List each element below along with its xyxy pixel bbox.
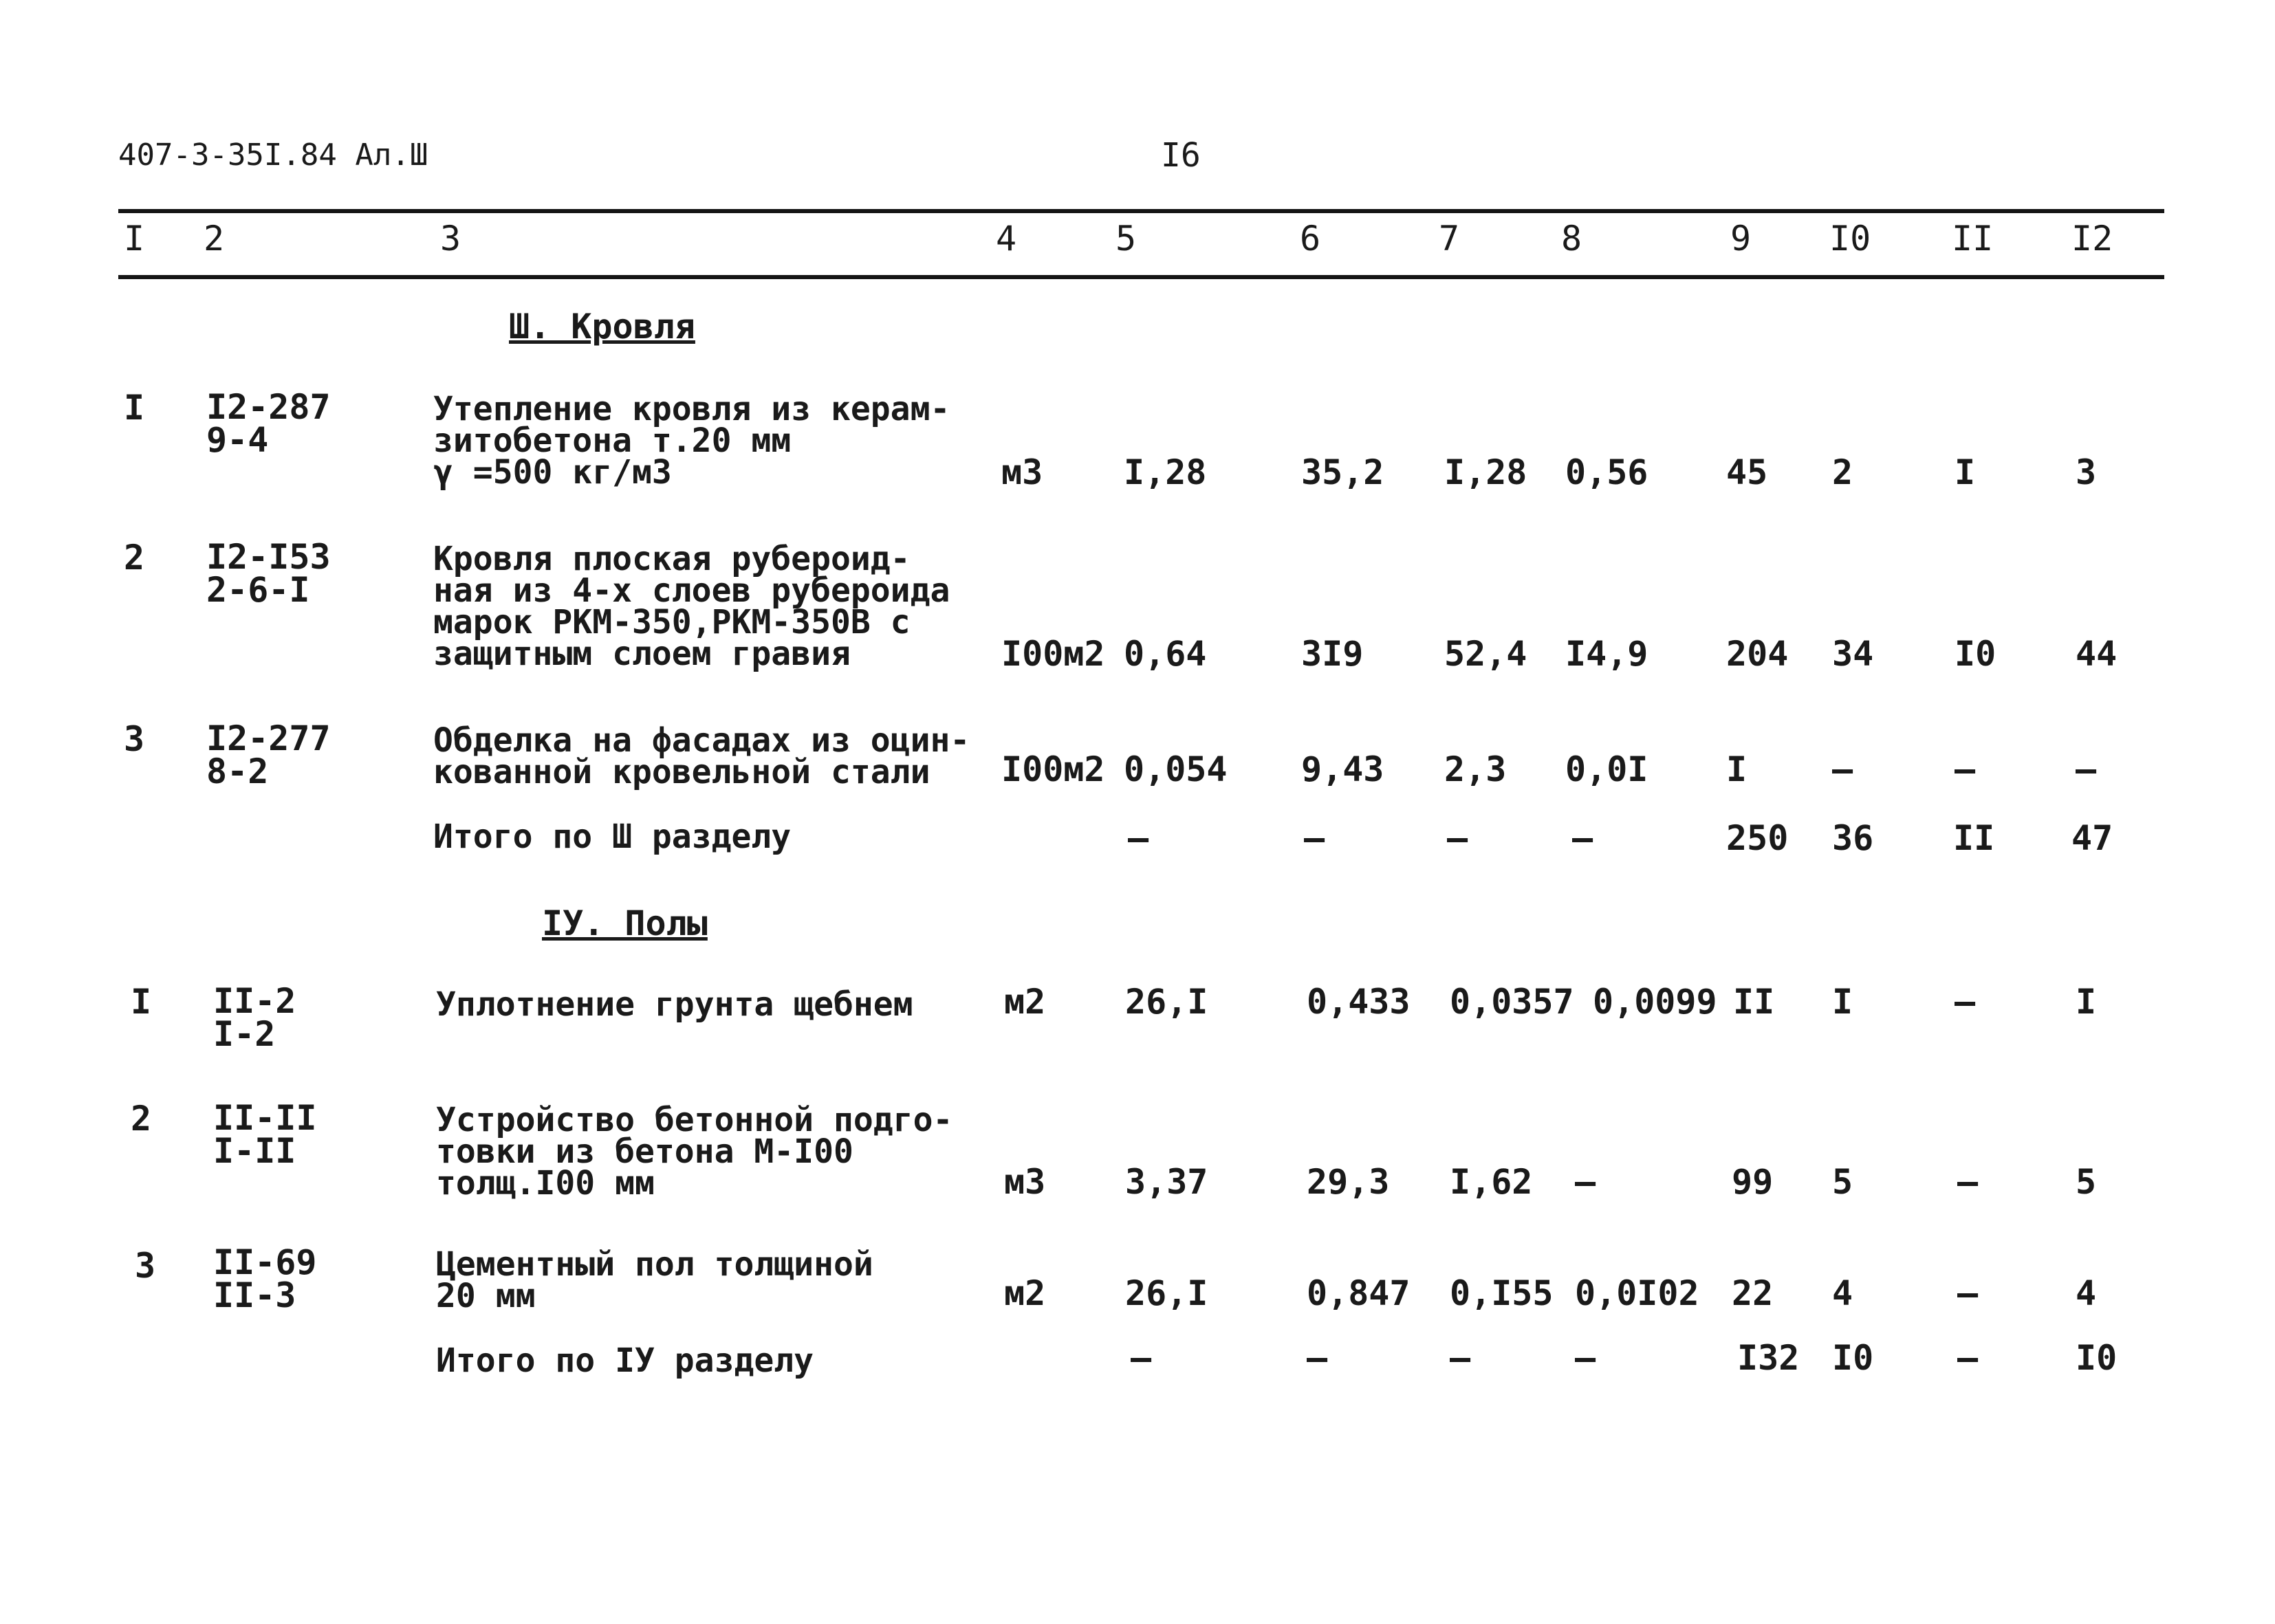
column-number-3: 3	[440, 219, 461, 259]
cell-col5: 26,I	[1125, 1273, 1208, 1313]
row-code: II-2 I-2	[213, 981, 296, 1054]
cell-unit: I00м2	[1001, 634, 1105, 674]
row-code: I2-277 8-2	[206, 718, 331, 791]
row-description: Устройство бетонной подго- товки из бетона М-I00 толщ.I00 мм	[436, 1101, 953, 1203]
column-number-2: 2	[204, 219, 225, 259]
row-number: 2	[124, 538, 145, 578]
cell-col12: I	[2076, 982, 2097, 1022]
cell-col8: 0,0I	[1565, 749, 1648, 789]
cell-col5: –	[1131, 1338, 1152, 1378]
cell-col7: I,28	[1444, 452, 1527, 492]
cell-col12: 47	[2071, 818, 2113, 858]
row-number: 3	[124, 719, 145, 759]
total-label: Итого по IУ разделу	[436, 1341, 814, 1380]
cell-col9: 22	[1732, 1273, 1774, 1313]
cell-col8: –	[1572, 818, 1593, 858]
cell-col9: I32	[1737, 1338, 1800, 1378]
cell-col9: 99	[1732, 1162, 1774, 1202]
row-code: I2-I53 2-6-I	[206, 537, 331, 610]
row-code: I2-287 9-4	[206, 387, 331, 460]
cell-col10: I	[1832, 982, 1853, 1022]
row-description: Утепление кровля из керам- зитобетона т.20 мм γ =500 кг/м3	[433, 390, 950, 492]
row-number: 3	[135, 1246, 156, 1286]
section-title: Ш. Кровля	[509, 307, 695, 347]
column-number-7: 7	[1439, 219, 1460, 259]
row-description: Кровля плоская рубероид- ная из 4-х слоев рубероида марок РКМ-350,РКМ-350В с защитным слоем гравия	[433, 540, 950, 673]
cell-col10: 34	[1832, 634, 1874, 674]
cell-col7: 2,3	[1444, 749, 1507, 789]
cell-unit: м3	[1001, 452, 1043, 492]
cell-col5: 0,64	[1124, 634, 1207, 674]
cell-col9: 250	[1726, 818, 1789, 858]
column-number-5: 5	[1115, 219, 1137, 259]
row-description: Уплотнение грунта щебнем	[436, 985, 913, 1024]
row-code: II-II I-II	[213, 1098, 317, 1171]
cell-col10: –	[1832, 749, 1853, 789]
cell-col11: I	[1955, 452, 1976, 492]
column-number-10: I0	[1829, 219, 1871, 259]
cell-col8: I4,9	[1565, 634, 1648, 674]
cell-col6: 29,3	[1307, 1162, 1390, 1202]
cell-col9: 204	[1726, 634, 1789, 674]
cell-col10: I0	[1832, 1338, 1874, 1378]
cell-col6: –	[1304, 818, 1325, 858]
cell-col12: I0	[2076, 1338, 2118, 1378]
cell-col5: 26,I	[1125, 982, 1208, 1022]
cell-col12: 3	[2076, 452, 2097, 492]
cell-col8: –	[1575, 1162, 1596, 1202]
table-top-rule	[118, 209, 2164, 213]
cell-col11: –	[1955, 982, 1976, 1022]
column-number-12: I2	[2071, 219, 2113, 259]
cell-col8: 0,0099	[1593, 982, 1717, 1022]
cell-col9: 45	[1726, 452, 1768, 492]
cell-col5: –	[1128, 818, 1149, 858]
column-number-6: 6	[1300, 219, 1321, 259]
page-number: I6	[1161, 136, 1201, 175]
cell-unit: м3	[1004, 1162, 1046, 1202]
cell-col12: 44	[2076, 634, 2118, 674]
row-code: II-69 II-3	[213, 1242, 317, 1315]
row-number: 2	[131, 1099, 152, 1139]
column-number-11: II	[1952, 219, 1994, 259]
row-description: Обделка на фасадах из оцин- кованной кровельной стали	[433, 721, 970, 791]
cell-unit: I00м2	[1001, 749, 1105, 789]
cell-col5: 0,054	[1124, 749, 1228, 789]
cell-col7: I,62	[1450, 1162, 1533, 1202]
document-code: 407-3-35I.84 Ал.Ш	[118, 138, 428, 173]
cell-col5: I,28	[1124, 452, 1207, 492]
cell-col10: 4	[1832, 1273, 1853, 1313]
cell-col6: 9,43	[1301, 749, 1384, 789]
table-header-rule	[118, 275, 2164, 279]
cell-col9: II	[1733, 982, 1775, 1022]
cell-col8: 0,0I02	[1575, 1273, 1699, 1313]
cell-col6: 0,433	[1307, 982, 1411, 1022]
cell-col6: –	[1307, 1338, 1328, 1378]
total-label: Итого по Ш разделу	[433, 818, 792, 856]
cell-col7: 0,I55	[1450, 1273, 1554, 1313]
cell-col7: –	[1450, 1338, 1471, 1378]
column-number-4: 4	[996, 219, 1017, 259]
row-number: I	[124, 388, 145, 428]
cell-col10: 2	[1832, 452, 1853, 492]
column-number-1: I	[124, 219, 145, 259]
cell-col7: 0,0357	[1450, 982, 1574, 1022]
cell-col11: –	[1957, 1162, 1979, 1202]
cell-col6: 0,847	[1307, 1273, 1411, 1313]
cell-col8: 0,56	[1565, 452, 1648, 492]
cell-col7: –	[1447, 818, 1468, 858]
cell-unit: м2	[1004, 1273, 1046, 1313]
column-number-8: 8	[1561, 219, 1582, 259]
cell-col10: 5	[1832, 1162, 1853, 1202]
cell-col11: –	[1957, 1273, 1979, 1313]
cell-col11: I0	[1955, 634, 1996, 674]
cell-col5: 3,37	[1125, 1162, 1208, 1202]
row-description: Цементный пол толщиной 20 мм	[436, 1245, 873, 1315]
cell-col12: –	[2076, 749, 2097, 789]
section-title: IУ. Полы	[542, 903, 708, 943]
row-number: I	[131, 982, 152, 1022]
column-number-9: 9	[1730, 219, 1752, 259]
cell-col8: –	[1575, 1338, 1596, 1378]
cell-col11: II	[1953, 818, 1995, 858]
cell-col10: 36	[1832, 818, 1874, 858]
cell-col9: I	[1726, 749, 1748, 789]
cell-col6: 3I9	[1301, 634, 1364, 674]
cell-col7: 52,4	[1444, 634, 1527, 674]
cell-col11: –	[1955, 749, 1976, 789]
cell-col11: –	[1957, 1338, 1979, 1378]
cell-col6: 35,2	[1301, 452, 1384, 492]
cell-col12: 5	[2076, 1162, 2097, 1202]
cell-col12: 4	[2076, 1273, 2097, 1313]
cell-unit: м2	[1004, 982, 1046, 1022]
